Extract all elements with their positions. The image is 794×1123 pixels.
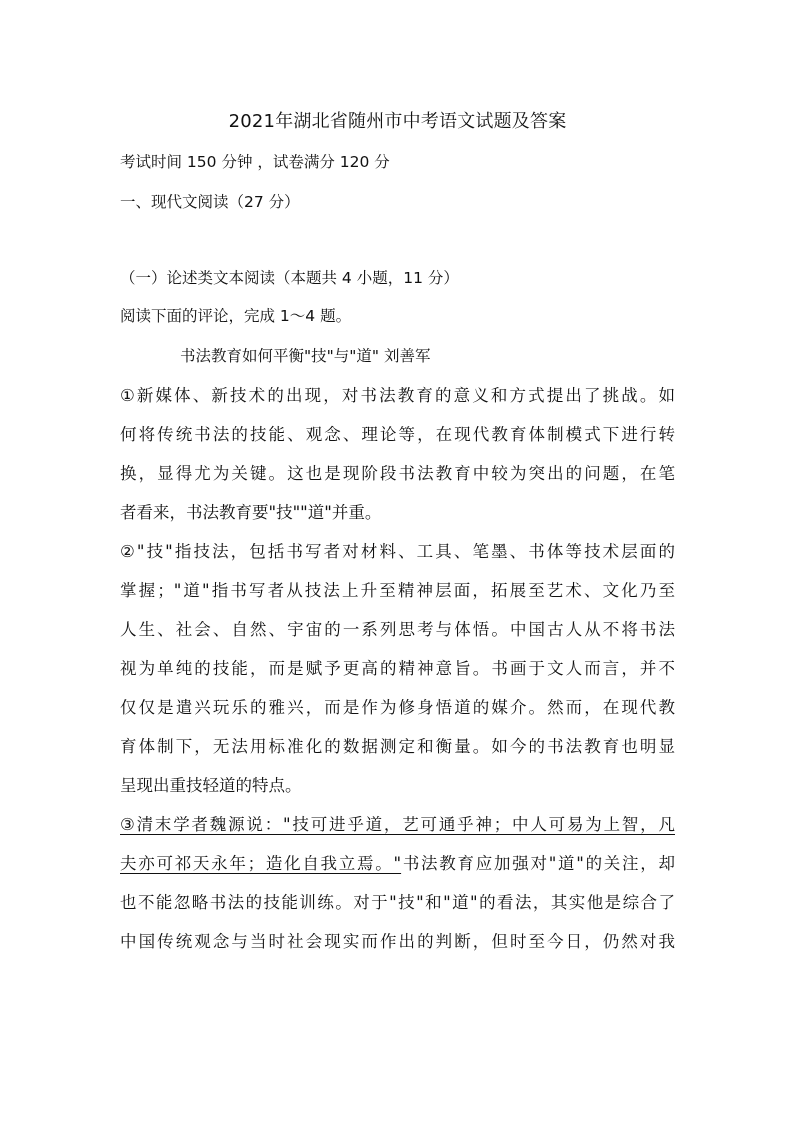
paragraph-2 [120,532,675,805]
paragraph-line: 者看来，书法教育要"技""道"并重。 [120,503,382,522]
reading-instruction: 阅读下面的评论，完成 1～4 题。 [120,307,352,325]
paragraph-line: ②"技"指技法，包括书写者对材料、工具、笔墨、书体等技术层面的 [120,542,675,561]
paragraph-1 [120,376,675,532]
document-content [120,96,675,961]
paragraph-text: 书法教育应加强对"道"的关注，却 [401,854,675,873]
paragraph-line: 掌握；"道"指书写者从技法上升至精神层面，拓展至艺术、文化乃至 [120,581,675,600]
essay-title: 书法教育如何平衡"技"与"道" 刘善军 [180,347,431,365]
document-title: 2021年湖北省随州市中考语文试题及答案 [228,111,567,132]
paragraph-line: 视为单纯的技能，而是赋予更高的精神意旨。书画于文人而言，并不 [120,659,675,678]
paragraph-line: 仅仅是遣兴玩乐的雅兴，而是作为修身悟道的媒介。然而，在现代教 [120,698,675,717]
paragraph-line [120,844,675,883]
subsection-heading: （一）论述类文本阅读（本题共 4 小题，11 分） [120,269,459,287]
paragraph-line: 何将传统书法的技能、观念、理论等，在现代教育体制模式下进行转 [120,425,675,444]
underlined-quote: 夫亦可祁天永年；造化自我立焉。" [120,854,402,873]
paragraph-3 [120,805,675,961]
paragraph-line-underlined: ③清末学者魏源说："技可进乎道，艺可通乎神；中人可易为上智，凡 [120,815,675,834]
exam-info: 考试时间 150 分钟 ，试卷满分 120 分 [120,153,390,171]
section-heading: 一、现代文阅读（27 分） [120,193,300,211]
paragraph-line: 中国传统观念与当时社会现实而作出的判断，但时至今日，仍然对我 [120,932,675,951]
paragraph-line: ①新媒体、新技术的出现，对书法教育的意义和方式提出了挑战。如 [120,386,675,405]
paragraph-line: 人生、社会、自然、宇宙的一系列思考与体悟。中国古人从不将书法 [120,620,675,639]
paragraph-line: 换，显得尤为关键。这也是现阶段书法教育中较为突出的问题，在笔 [120,464,675,483]
paragraph-line: 呈现出重技轻道的特点。 [120,776,302,795]
paragraph-line: 也不能忽略书法的技能训练。对于"技"和"道"的看法，其实他是综合了 [120,893,675,912]
paragraph-line: 育体制下，无法用标准化的数据测定和衡量。如今的书法教育也明显 [120,737,675,756]
